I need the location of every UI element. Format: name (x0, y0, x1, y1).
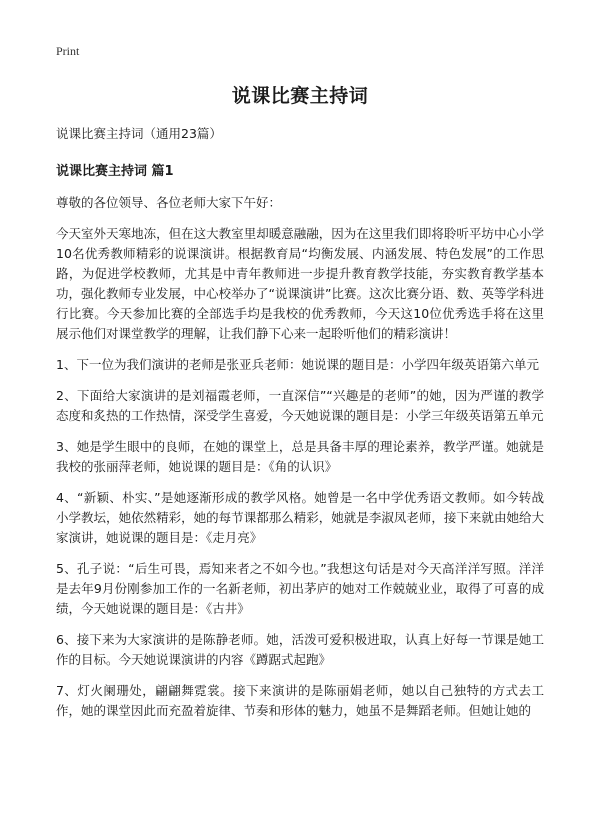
speaker-1-paragraph: 1、下一位为我们演讲的老师是张亚兵老师：她说课的题目是：小学四年级英语第六单元 (56, 357, 539, 372)
section-heading: 说课比赛主持词 篇1 (56, 164, 174, 179)
greeting-paragraph: 尊敬的各位领导、各位老师大家下午好： (56, 195, 282, 210)
document-subtitle: 说课比赛主持词（通用23篇） (56, 126, 222, 141)
speaker-4-paragraph: 4、“新颖、朴实、”是她逐渐形成的教学风格。她曾是一名中学优秀语文教师。如今转战小学教坛，她依然精彩，她的每节课都那么精彩，她就是李淑凤老师，接下来就由她给大家演讲，她说课的题目是：《走月亮》 (56, 490, 544, 545)
speaker-2-paragraph: 2、下面给大家演讲的是刘福霞老师，一直深信”“兴趣是的老师”的她，因为严谨的教学态度和炙热的工作热情，深受学生喜爱，今天她说课的题目是：小学三年级英语第五单元 (56, 388, 544, 423)
document-title: 说课比赛主持词 (231, 85, 369, 107)
intro-paragraph: 今天室外天寒地冻，但在这大教室里却暖意融融，因为在这里我们即将聆听平坊中心小学10名优秀教师精彩的说课演讲。根据教育局“均衡发展、内涵发展、特色发展”的工作思路，为促进学校教师，尤其是中青年教师进一步提升教育教学技能，夯实教育教学基本功，强化教师专业发展，中心校举办了“说课演讲”比赛。这次比赛分语、数、英等学科进行比赛。今天参加比赛的全部选手均是我校的优秀教师，今天这10位优秀选手将在这里展示他们对课堂教学的理解，让我们静下心来一起聆听他们的精彩演讲！ (56, 226, 544, 341)
speaker-7-paragraph: 7、灯火阑珊处，翩翩舞霓裳。接下来演讲的是陈丽娟老师，她以自己独特的方式去工作，她的课堂因此而充盈着旋律、节奏和形体的魅力，她虽不是舞蹈老师。但她让她的 (56, 683, 544, 718)
print-label: Print (56, 44, 80, 58)
speaker-6-paragraph: 6、接下来为大家演讲的是陈静老师。她，活泼可爱积极进取，认真上好每一节课是她工作的目标。今天她说课演讲的内容《蹲踞式起跑》 (56, 632, 544, 667)
speaker-5-paragraph: 5、孔子说：“后生可畏，焉知来者之不如今也。”我想这句话是对今天高洋洋写照。洋洋是去年9月份刚参加工作的一名新老师，初出茅庐的她对工作兢兢业业，取得了可喜的成绩，今天她说课的题目是：《古井》 (56, 561, 544, 616)
speaker-3-paragraph: 3、她是学生眼中的良师，在她的课堂上，总是具备丰厚的理论素养，教学严谨。她就是我校的张丽萍老师，她说课的题目是：《角的认识》 (56, 439, 544, 474)
